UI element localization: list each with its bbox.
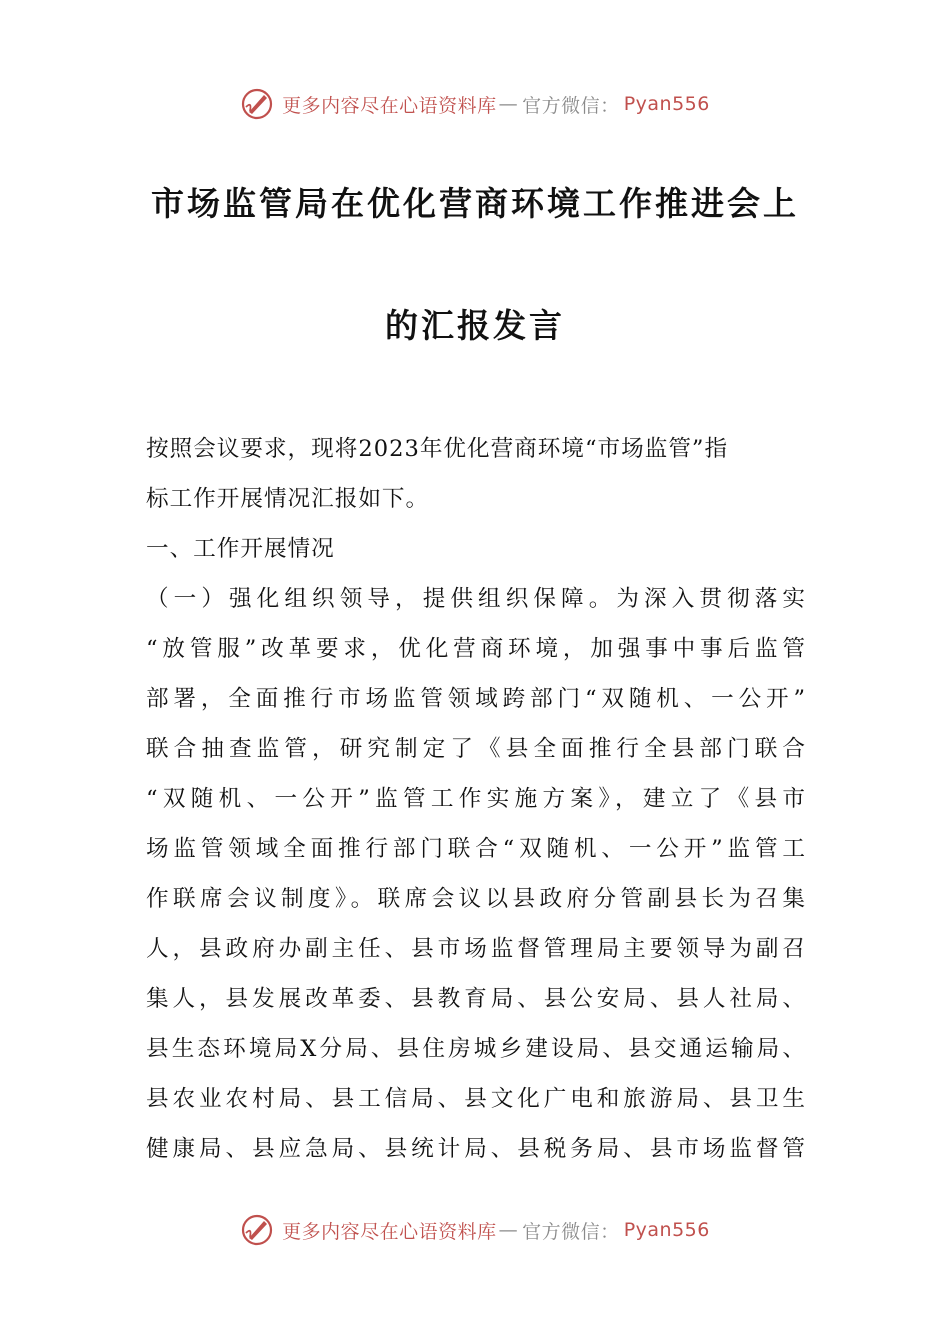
- watermark-dash: —: [498, 93, 519, 115]
- body-line: “放管服”改革要求，优化营商环境，加强事中事后监管: [146, 636, 806, 662]
- body-line: 场监管领域全面推行部门联合“双随机、一公开”监管工: [146, 836, 806, 862]
- watermark-wechat-id: Pyan556: [623, 93, 710, 115]
- body-line: 标工作开展情况汇报如下。: [146, 486, 430, 512]
- body-line: 健康局、县应急局、县统计局、县税务局、县市场监督管: [146, 1136, 806, 1162]
- body-line: 作联席会议制度》。联席会议以县政府分管副县长为召集: [146, 886, 806, 912]
- quill-pen-logo-icon: [240, 1213, 274, 1247]
- document-body: [146, 424, 806, 1174]
- body-line: 县农业农村局、县工信局、县文化广电和旅游局、县卫生: [146, 1086, 806, 1112]
- quill-pen-logo-icon: [240, 87, 274, 121]
- body-line: 联合抽查监管，研究制定了《县全面推行全县部门联合: [146, 736, 806, 762]
- body-line: 人，县政府办副主任、县市场监督管理局主要领导为副召: [146, 936, 806, 962]
- footer-watermark-banner: [0, 1210, 950, 1250]
- body-line: “双随机、一公开”监管工作实施方案》，建立了《县市: [146, 786, 806, 812]
- document-title-line-2: 的汇报发言: [385, 306, 565, 345]
- body-line: 按照会议要求，现将2023年优化营商环境“市场监管”指: [146, 436, 729, 462]
- header-watermark-banner: [0, 84, 950, 124]
- watermark-wechat-label: 官方微信：: [522, 94, 620, 117]
- section-heading: 一、工作开展情况: [146, 536, 335, 562]
- watermark-site-name: 更多内容尽在心语资料库: [282, 94, 497, 117]
- body-line: 集人，县发展改革委、县教育局、县公安局、县人社局、: [146, 986, 806, 1012]
- watermark-wechat-id: Pyan556: [623, 1219, 710, 1241]
- watermark-text: [282, 1217, 710, 1244]
- body-line: 县生态环境局X分局、县住房城乡建设局、县交通运输局、: [146, 1036, 806, 1062]
- body-line: 部署，全面推行市场监管领域跨部门“双随机、一公开”: [146, 686, 806, 712]
- body-line: （一）强化组织领导，提供组织保障。为深入贯彻落实: [146, 586, 806, 612]
- watermark-site-name: 更多内容尽在心语资料库: [282, 1220, 497, 1243]
- document-title-line-1: 市场监管局在优化营商环境工作推进会上: [151, 184, 799, 223]
- watermark-wechat-label: 官方微信：: [522, 1220, 620, 1243]
- watermark-text: [282, 91, 710, 118]
- watermark-dash: —: [498, 1219, 519, 1241]
